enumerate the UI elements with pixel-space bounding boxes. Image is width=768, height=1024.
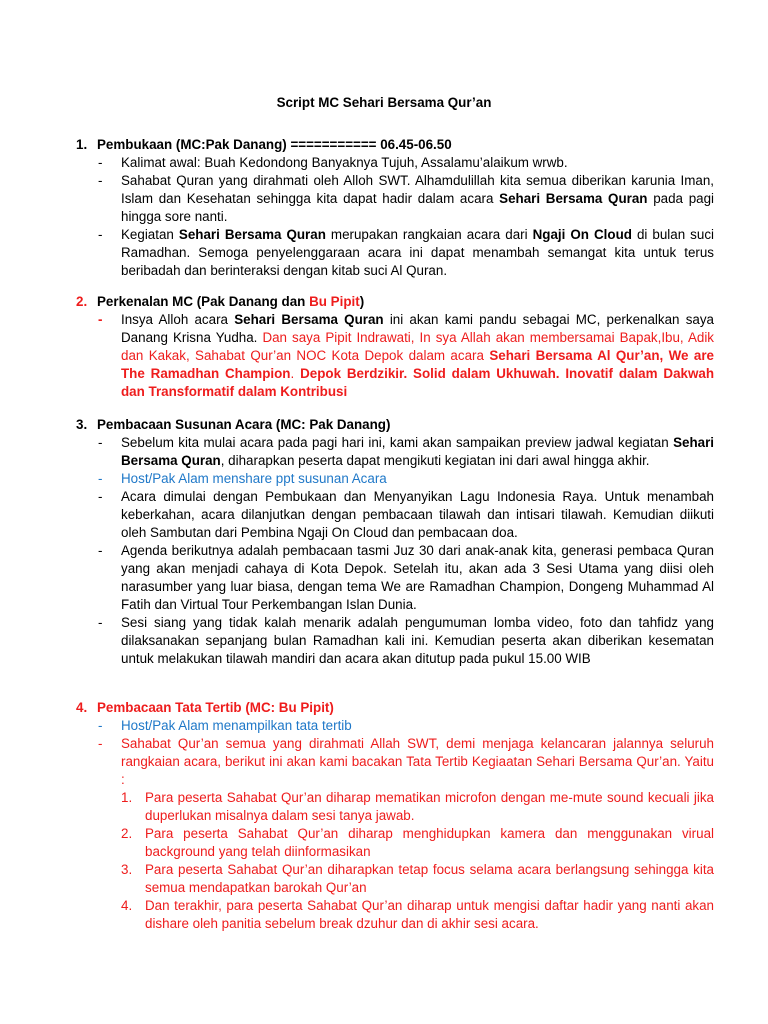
section-susunan-acara xyxy=(76,416,714,668)
bullet-item xyxy=(76,226,714,280)
bullet-text: di bulan suci Ramadhan. Semoga penyelenggaraan acara ini dapat menambah semangat kita untuk terus beribadah dan berinteraksi dengan kitab suci Al Quran. xyxy=(121,227,714,278)
rule-number: 3. xyxy=(121,862,133,877)
bullet-item xyxy=(76,488,714,542)
section-heading xyxy=(76,136,714,154)
rule-item xyxy=(76,897,714,933)
bullet-item xyxy=(76,172,714,226)
section-heading-text: Pembacaan Susunan Acara (MC: Pak Danang) xyxy=(97,417,391,432)
event-name: Sehari Bersama Quran xyxy=(178,227,326,242)
section-number: 1. xyxy=(76,137,88,152)
section-heading-text: ) xyxy=(359,294,365,309)
bullet-text: Acara dimulai dengan Pembukaan dan Menyanyikan Lagu Indonesia Raya. Untuk menambah keberkahan, acara dilanjutkan dengan pembacaan tilawah dan intisari tilawah. Kemudian diikuti oleh Sambutan dari Pembina Ngaji On Cloud dan pembacaan doa. xyxy=(121,489,714,540)
bullet-text: ini akan kami pandu sebagai MC, perkenalkan saya Danang Krisna Yudha. xyxy=(121,312,714,345)
bullet-item xyxy=(76,311,714,401)
section-heading-text: Pembukaan (MC:Pak Danang) =========== 06.45-06.50 xyxy=(97,137,452,152)
bullet-dash: - xyxy=(98,718,103,733)
event-name-red: Sehari Bersama Al Qur’an, We are The Ramadhan Champion xyxy=(121,348,714,381)
section-number: 2. xyxy=(76,294,88,309)
rule-item xyxy=(76,861,714,897)
section-number: 3. xyxy=(76,417,88,432)
bullet-item xyxy=(76,154,714,172)
bullet-dash: - xyxy=(98,173,103,188)
bullet-text: Insya Alloh acara xyxy=(121,312,235,327)
section-heading xyxy=(76,293,714,311)
section-heading xyxy=(76,699,714,717)
bullet-dash: - xyxy=(98,471,103,486)
document-title: Script MC Sehari Bersama Qur’an xyxy=(276,95,492,110)
tagline: Depok Berdzikir. Solid dalam Ukhuwah. Inovatif dalam Dakwah dan Transformatif dalam Kontribusi xyxy=(121,366,715,399)
rule-item xyxy=(76,789,714,825)
bullet-item xyxy=(76,434,714,470)
section-heading xyxy=(76,416,714,434)
bullet-text: Sebelum kita mulai acara pada pagi hari ini, kami akan sampaikan preview jadwal kegiatan xyxy=(121,435,674,450)
bullet-text: Kalimat awal: Buah Kedondong Banyaknya Tujuh, Assalamu’alaikum wrwb. xyxy=(121,155,568,170)
host-note: Host/Pak Alam menshare ppt susunan Acara xyxy=(121,471,387,486)
bullet-text: pada pagi hingga sore nanti. xyxy=(121,191,715,224)
rule-text: Para peserta Sahabat Qur’an diharap mematikan microfon dengan me-mute sound kecuali jika duperlukan misalnya dalam sesi tanya jawab. xyxy=(145,790,714,823)
section-heading-text: Perkenalan MC (Pak Danang dan xyxy=(97,294,310,309)
rule-number: 1. xyxy=(121,790,133,805)
bullet-item xyxy=(76,735,714,789)
bullet-dash: - xyxy=(98,227,103,242)
rule-text: Para peserta Sahabat Qur’an diharap menghidupkan kamera dan menggunakan virual background yang telah diinformasikan xyxy=(145,826,714,859)
bullet-text: Sahabat Quran yang dirahmati oleh Alloh SWT. Alhamdulillah kita semua diberikan karunia Iman, Islam dan Kesehatan sehingga kita dapat hadir dalam acara xyxy=(121,173,714,206)
section-tata-tertib xyxy=(76,699,714,933)
bullet-item xyxy=(76,614,714,668)
bullet-dash: - xyxy=(98,489,103,504)
bullet-text: Sahabat Qur’an semua yang dirahmati Allah SWT, demi menjaga kelancaran jalannya seluruh rangkaian acara, berikut ini akan kami bacakan Tata Tertib Kegiaatan Sehari Bersama Qur’an. Yaitu : xyxy=(121,736,714,787)
rule-item xyxy=(76,825,714,861)
section-heading-highlight: Bu Pipit xyxy=(309,294,360,309)
section-heading-text: Pembacaan Tata Tertib (MC: Bu Pipit) xyxy=(97,700,334,715)
event-name: Sehari Bersama Quran xyxy=(499,191,648,206)
program-name: Ngaji On Cloud xyxy=(532,227,632,242)
bullet-item-host-note xyxy=(76,717,714,735)
bullet-text: Sesi siang yang tidak kalah menarik adalah pengumuman lomba video, foto dan tahfidz yang dilaksanakan sepanjang bulan Ramadhan kali ini. Kemudian peserta akan diberikan kesematan untuk melakukan tilawah mandiri dan acara akan ditutup pada pukul 15.00 WIB xyxy=(121,615,714,666)
rule-number: 4. xyxy=(121,898,133,913)
bullet-text: Agenda berikutnya adalah pembacaan tasmi Juz 30 dari anak-anak kita, generasi pembaca Quran yang akan menjadi cahaya di Kota Depok. Setelah itu, akan ada 3 Sesi Utama yang diisi oleh narasumber yang luar biasa, dengan tema We are Ramadhan Champion, Dongeng Muhammad Al Fatih dan Virtual Tour Perkembangan Islan Dunia. xyxy=(121,543,714,612)
bullet-dash: - xyxy=(98,615,103,630)
section-pembukaan xyxy=(76,136,714,280)
bullet-text: , diharapkan peserta dapat mengikuti kegiatan ini dari awal hingga akhir. xyxy=(220,453,650,468)
event-name: Sehari Bersama Quran xyxy=(234,312,384,327)
section-perkenalan-mc xyxy=(76,293,714,401)
bullet-dash: - xyxy=(98,155,103,170)
bullet-dash: - xyxy=(98,543,103,558)
bullet-text-red: Dan saya Pipit Indrawati, In sya Allah akan membersamai Bapak,Ibu, Adik dan Kakak, Sahabat Qur’an NOC Kota Depok dalam acara xyxy=(121,330,714,363)
bullet-text-red: . xyxy=(290,366,301,381)
host-note: Host/Pak Alam menampilkan tata tertib xyxy=(121,718,352,733)
bullet-item xyxy=(76,542,714,614)
bullet-item-host-note xyxy=(76,470,714,488)
rule-text: Para peserta Sahabat Qur’an diharapkan tetap focus selama acara berlangsung sehingga kita semua mendapatkan barokah Qur’an xyxy=(145,862,714,895)
rule-number: 2. xyxy=(121,826,133,841)
bullet-text: merupakan rangkaian acara dari xyxy=(325,227,533,242)
bullet-dash: - xyxy=(98,312,103,327)
bullet-text: Kegiatan xyxy=(121,227,179,242)
bullet-dash: - xyxy=(98,736,103,751)
bullet-dash: - xyxy=(98,435,103,450)
event-name: Sehari Bersama Quran xyxy=(121,435,714,468)
section-number: 4. xyxy=(76,700,88,715)
rule-text: Dan terakhir, para peserta Sahabat Qur’an diharap untuk mengisi daftar hadir yang nanti akan dishare oleh panitia sebelum break dzuhur dan di akhir sesi acara. xyxy=(145,898,714,931)
